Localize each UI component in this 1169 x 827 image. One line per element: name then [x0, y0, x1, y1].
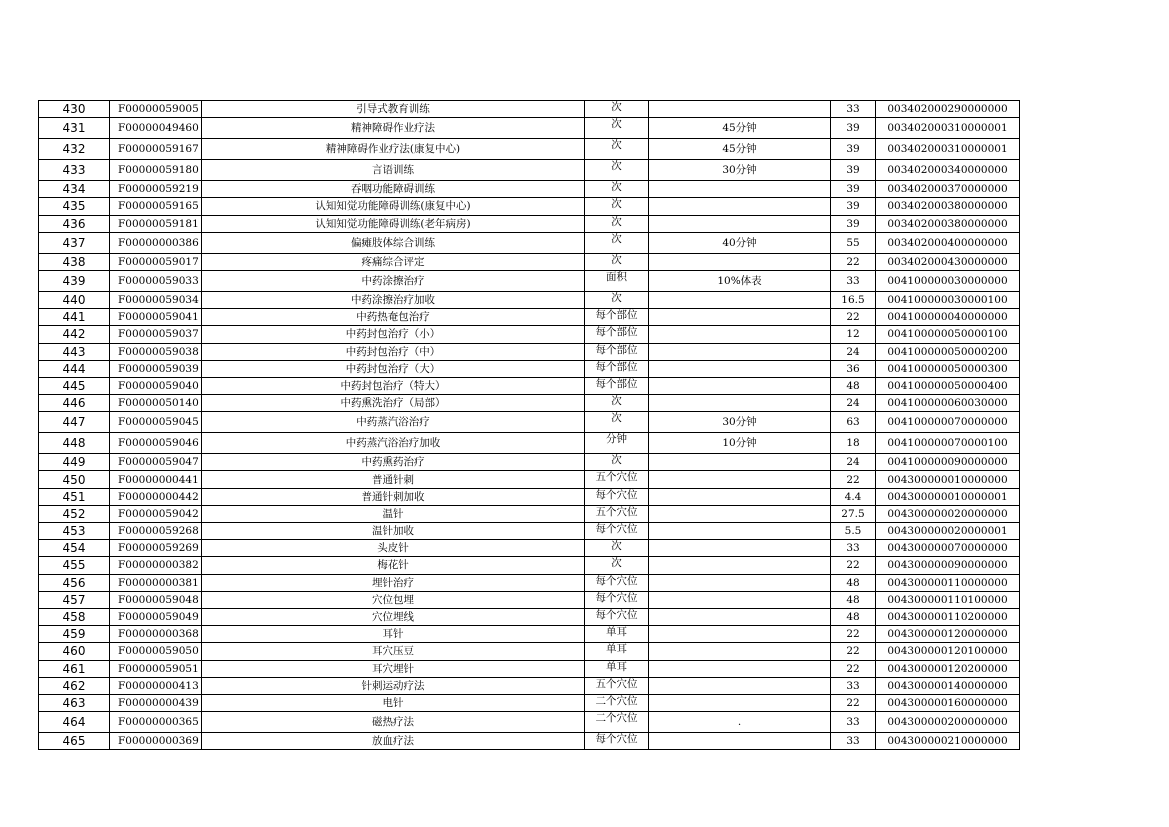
item-name-cell: 电针: [202, 694, 585, 711]
item-name-cell: 针刺运动疗法: [202, 677, 585, 694]
row-number-cell: 449: [39, 454, 110, 471]
standard-code-cell: 004300000120200000: [876, 660, 1020, 677]
standard-code-cell: 004300000210000000: [876, 733, 1020, 750]
row-number-cell: 439: [39, 270, 110, 291]
price-cell: 22: [831, 626, 876, 643]
unit-cell: 次: [585, 232, 649, 253]
table-row: [39, 677, 1020, 694]
standard-code-cell: 004100000050000200: [876, 343, 1020, 360]
row-number-cell: 444: [39, 360, 110, 377]
item-code-cell: F00000059167: [110, 139, 202, 160]
item-name-cell: 中药涂擦治疗加收: [202, 291, 585, 308]
item-code-cell: F00000059042: [110, 505, 202, 522]
standard-code-cell: 004100000030000000: [876, 270, 1020, 291]
item-code-cell: F00000059034: [110, 291, 202, 308]
price-cell: 39: [831, 139, 876, 160]
row-number-cell: 448: [39, 433, 110, 454]
price-cell: 33: [831, 270, 876, 291]
standard-code-cell: 004300000120100000: [876, 643, 1020, 660]
price-cell: 22: [831, 471, 876, 488]
unit-cell: 每个部位: [585, 377, 649, 394]
unit-cell: 面积: [585, 270, 649, 291]
unit-cell: 单耳: [585, 626, 649, 643]
item-code-cell: F00000059268: [110, 523, 202, 540]
note-cell: .: [649, 712, 831, 733]
standard-code-cell: 003402000310000001: [876, 118, 1020, 139]
unit-cell: 次: [585, 215, 649, 232]
unit-cell: 次: [585, 181, 649, 198]
note-cell: 45分钟: [649, 118, 831, 139]
note-cell: [649, 523, 831, 540]
standard-code-cell: 003402000340000000: [876, 160, 1020, 181]
item-name-cell: 耳穴埋针: [202, 660, 585, 677]
note-cell: 10分钟: [649, 433, 831, 454]
table-row: [39, 608, 1020, 625]
note-cell: [649, 471, 831, 488]
price-cell: 39: [831, 118, 876, 139]
item-code-cell: F00000000442: [110, 488, 202, 505]
item-code-cell: F00000000368: [110, 626, 202, 643]
unit-cell: 每个穴位: [585, 591, 649, 608]
unit-cell: 五个穴位: [585, 677, 649, 694]
item-code-cell: F00000049460: [110, 118, 202, 139]
item-code-cell: F00000059219: [110, 181, 202, 198]
row-number-cell: 464: [39, 712, 110, 733]
unit-cell: 每个穴位: [585, 608, 649, 625]
price-cell: 24: [831, 454, 876, 471]
note-cell: [649, 377, 831, 394]
price-table: [38, 100, 1020, 750]
price-cell: 36: [831, 360, 876, 377]
row-number-cell: 432: [39, 139, 110, 160]
note-cell: [649, 574, 831, 591]
price-cell: 22: [831, 309, 876, 326]
item-name-cell: 中药蒸汽浴治疗加收: [202, 433, 585, 454]
item-code-cell: F00000059038: [110, 343, 202, 360]
item-name-cell: 耳针: [202, 626, 585, 643]
row-number-cell: 447: [39, 412, 110, 433]
item-name-cell: 穴位埋线: [202, 608, 585, 625]
row-number-cell: 450: [39, 471, 110, 488]
row-number-cell: 431: [39, 118, 110, 139]
item-name-cell: 磁热疗法: [202, 712, 585, 733]
row-number-cell: 443: [39, 343, 110, 360]
row-number-cell: 434: [39, 181, 110, 198]
table-row: [39, 433, 1020, 454]
note-cell: [649, 291, 831, 308]
standard-code-cell: 003402000380000000: [876, 198, 1020, 215]
note-cell: 45分钟: [649, 139, 831, 160]
table-body: [39, 101, 1020, 750]
standard-code-cell: 003402000290000000: [876, 101, 1020, 118]
table-row: [39, 660, 1020, 677]
row-number-cell: 459: [39, 626, 110, 643]
row-number-cell: 451: [39, 488, 110, 505]
item-code-cell: F00000059005: [110, 101, 202, 118]
table-row: [39, 160, 1020, 181]
item-code-cell: F00000059041: [110, 309, 202, 326]
table-row: [39, 412, 1020, 433]
item-name-cell: 普通针刺: [202, 471, 585, 488]
item-code-cell: F00000000386: [110, 232, 202, 253]
table-row: [39, 523, 1020, 540]
item-name-cell: 中药热奄包治疗: [202, 309, 585, 326]
table-row: [39, 198, 1020, 215]
table-row: [39, 377, 1020, 394]
row-number-cell: 461: [39, 660, 110, 677]
item-name-cell: 认知知觉功能障碍训练(老年病房): [202, 215, 585, 232]
row-number-cell: 462: [39, 677, 110, 694]
item-code-cell: F00000059165: [110, 198, 202, 215]
unit-cell: 次: [585, 540, 649, 557]
row-number-cell: 435: [39, 198, 110, 215]
price-cell: 48: [831, 574, 876, 591]
table-row: [39, 712, 1020, 733]
unit-cell: 次: [585, 101, 649, 118]
price-cell: 22: [831, 643, 876, 660]
item-name-cell: 中药封包治疗（特大）: [202, 377, 585, 394]
item-code-cell: F00000059037: [110, 326, 202, 343]
price-cell: 39: [831, 198, 876, 215]
row-number-cell: 457: [39, 591, 110, 608]
item-name-cell: 温针加收: [202, 523, 585, 540]
standard-code-cell: 004300000140000000: [876, 677, 1020, 694]
unit-cell: 五个穴位: [585, 471, 649, 488]
unit-cell: 每个部位: [585, 326, 649, 343]
table-row: [39, 360, 1020, 377]
standard-code-cell: 004100000090000000: [876, 454, 1020, 471]
price-cell: 63: [831, 412, 876, 433]
item-code-cell: F00000059051: [110, 660, 202, 677]
note-cell: [649, 101, 831, 118]
price-cell: 39: [831, 181, 876, 198]
note-cell: [649, 488, 831, 505]
item-code-cell: F00000059040: [110, 377, 202, 394]
item-code-cell: F00000059050: [110, 643, 202, 660]
unit-cell: 二个穴位: [585, 694, 649, 711]
item-name-cell: 中药熏洗治疗（局部）: [202, 395, 585, 412]
note-cell: 30分钟: [649, 412, 831, 433]
price-cell: 22: [831, 253, 876, 270]
price-cell: 33: [831, 540, 876, 557]
standard-code-cell: 004100000070000000: [876, 412, 1020, 433]
table-row: [39, 591, 1020, 608]
note-cell: [649, 660, 831, 677]
row-number-cell: 460: [39, 643, 110, 660]
note-cell: [649, 505, 831, 522]
price-cell: 4.4: [831, 488, 876, 505]
standard-code-cell: 004300000200000000: [876, 712, 1020, 733]
note-cell: [649, 395, 831, 412]
price-cell: 12: [831, 326, 876, 343]
table-row: [39, 574, 1020, 591]
price-cell: 24: [831, 343, 876, 360]
note-cell: [649, 677, 831, 694]
row-number-cell: 454: [39, 540, 110, 557]
unit-cell: 每个部位: [585, 309, 649, 326]
standard-code-cell: 004100000040000000: [876, 309, 1020, 326]
note-cell: [649, 309, 831, 326]
price-cell: 33: [831, 101, 876, 118]
row-number-cell: 436: [39, 215, 110, 232]
table-row: [39, 505, 1020, 522]
table-row: [39, 626, 1020, 643]
table-row: [39, 139, 1020, 160]
note-cell: [649, 694, 831, 711]
item-code-cell: F00000059049: [110, 608, 202, 625]
item-code-cell: F00000000382: [110, 557, 202, 574]
item-code-cell: F00000059045: [110, 412, 202, 433]
table-row: [39, 471, 1020, 488]
standard-code-cell: 004300000120000000: [876, 626, 1020, 643]
item-name-cell: 精神障碍作业疗法(康复中心): [202, 139, 585, 160]
table-row: [39, 253, 1020, 270]
item-code-cell: F00000000441: [110, 471, 202, 488]
unit-cell: 次: [585, 253, 649, 270]
table-row: [39, 270, 1020, 291]
price-cell: 39: [831, 160, 876, 181]
standard-code-cell: 004100000050000300: [876, 360, 1020, 377]
item-code-cell: F00000000439: [110, 694, 202, 711]
item-name-cell: 中药蒸汽浴治疗: [202, 412, 585, 433]
note-cell: [649, 557, 831, 574]
item-name-cell: 梅花针: [202, 557, 585, 574]
row-number-cell: 445: [39, 377, 110, 394]
row-number-cell: 430: [39, 101, 110, 118]
unit-cell: 次: [585, 291, 649, 308]
table-row: [39, 291, 1020, 308]
table-row: [39, 454, 1020, 471]
unit-cell: 每个穴位: [585, 733, 649, 750]
row-number-cell: 437: [39, 232, 110, 253]
standard-code-cell: 004100000070000100: [876, 433, 1020, 454]
row-number-cell: 438: [39, 253, 110, 270]
standard-code-cell: 004300000110000000: [876, 574, 1020, 591]
price-cell: 55: [831, 232, 876, 253]
note-cell: [649, 608, 831, 625]
unit-cell: 每个穴位: [585, 523, 649, 540]
note-cell: [649, 253, 831, 270]
table-row: [39, 694, 1020, 711]
item-code-cell: F00000059046: [110, 433, 202, 454]
item-code-cell: F00000059180: [110, 160, 202, 181]
standard-code-cell: 004300000020000001: [876, 523, 1020, 540]
standard-code-cell: 004300000010000000: [876, 471, 1020, 488]
note-cell: 40分钟: [649, 232, 831, 253]
item-name-cell: 普通针刺加收: [202, 488, 585, 505]
item-name-cell: 认知知觉功能障碍训练(康复中心): [202, 198, 585, 215]
unit-cell: 次: [585, 395, 649, 412]
row-number-cell: 442: [39, 326, 110, 343]
item-name-cell: 穴位包埋: [202, 591, 585, 608]
item-name-cell: 偏瘫肢体综合训练: [202, 232, 585, 253]
table-row: [39, 488, 1020, 505]
row-number-cell: 455: [39, 557, 110, 574]
item-name-cell: 引导式教育训练: [202, 101, 585, 118]
table-row: [39, 215, 1020, 232]
table-row: [39, 733, 1020, 750]
standard-code-cell: 004300000020000000: [876, 505, 1020, 522]
unit-cell: 单耳: [585, 660, 649, 677]
price-cell: 22: [831, 557, 876, 574]
row-number-cell: 452: [39, 505, 110, 522]
price-cell: 48: [831, 377, 876, 394]
note-cell: [649, 733, 831, 750]
item-name-cell: 耳穴压豆: [202, 643, 585, 660]
price-cell: 5.5: [831, 523, 876, 540]
price-cell: 16.5: [831, 291, 876, 308]
item-code-cell: F00000059269: [110, 540, 202, 557]
standard-code-cell: 003402000310000001: [876, 139, 1020, 160]
standard-code-cell: 003402000370000000: [876, 181, 1020, 198]
price-cell: 48: [831, 591, 876, 608]
price-cell: 27.5: [831, 505, 876, 522]
item-name-cell: 埋针治疗: [202, 574, 585, 591]
item-name-cell: 放血疗法: [202, 733, 585, 750]
price-cell: 33: [831, 733, 876, 750]
price-cell: 33: [831, 677, 876, 694]
standard-code-cell: 004300000010000001: [876, 488, 1020, 505]
item-code-cell: F00000059181: [110, 215, 202, 232]
item-name-cell: 精神障碍作业疗法: [202, 118, 585, 139]
standard-code-cell: 004300000070000000: [876, 540, 1020, 557]
row-number-cell: 458: [39, 608, 110, 625]
unit-cell: 次: [585, 198, 649, 215]
table-row: [39, 326, 1020, 343]
standard-code-cell: 003402000380000000: [876, 215, 1020, 232]
item-name-cell: 疼痛综合评定: [202, 253, 585, 270]
standard-code-cell: 004100000050000400: [876, 377, 1020, 394]
note-cell: [649, 626, 831, 643]
note-cell: [649, 198, 831, 215]
row-number-cell: 456: [39, 574, 110, 591]
note-cell: [649, 343, 831, 360]
item-code-cell: F00000050140: [110, 395, 202, 412]
standard-code-cell: 004300000110200000: [876, 608, 1020, 625]
table-row: [39, 101, 1020, 118]
standard-code-cell: 004100000060030000: [876, 395, 1020, 412]
item-code-cell: F00000059039: [110, 360, 202, 377]
row-number-cell: 453: [39, 523, 110, 540]
item-code-cell: F00000059033: [110, 270, 202, 291]
price-cell: 39: [831, 215, 876, 232]
unit-cell: 次: [585, 139, 649, 160]
price-cell: 33: [831, 712, 876, 733]
item-code-cell: F00000000369: [110, 733, 202, 750]
note-cell: 10%体表: [649, 270, 831, 291]
unit-cell: 次: [585, 412, 649, 433]
note-cell: [649, 540, 831, 557]
item-name-cell: 中药封包治疗（大）: [202, 360, 585, 377]
note-cell: [649, 454, 831, 471]
table-row: [39, 643, 1020, 660]
unit-cell: 分钟: [585, 433, 649, 454]
note-cell: [649, 591, 831, 608]
item-name-cell: 言语训练: [202, 160, 585, 181]
row-number-cell: 433: [39, 160, 110, 181]
unit-cell: 五个穴位: [585, 505, 649, 522]
note-cell: [649, 360, 831, 377]
price-cell: 22: [831, 660, 876, 677]
item-name-cell: 温针: [202, 505, 585, 522]
price-cell: 48: [831, 608, 876, 625]
price-cell: 24: [831, 395, 876, 412]
item-name-cell: 中药封包治疗（小）: [202, 326, 585, 343]
table-row: [39, 540, 1020, 557]
row-number-cell: 441: [39, 309, 110, 326]
standard-code-cell: 003402000430000000: [876, 253, 1020, 270]
note-cell: [649, 643, 831, 660]
unit-cell: 每个部位: [585, 343, 649, 360]
standard-code-cell: 004300000110100000: [876, 591, 1020, 608]
standard-code-cell: 004100000050000100: [876, 326, 1020, 343]
item-code-cell: F00000000413: [110, 677, 202, 694]
table-row: [39, 557, 1020, 574]
item-name-cell: 中药涂擦治疗: [202, 270, 585, 291]
table-row: [39, 395, 1020, 412]
row-number-cell: 446: [39, 395, 110, 412]
price-cell: 22: [831, 694, 876, 711]
note-cell: [649, 326, 831, 343]
price-cell: 18: [831, 433, 876, 454]
note-cell: [649, 215, 831, 232]
table-row: [39, 309, 1020, 326]
row-number-cell: 465: [39, 733, 110, 750]
unit-cell: 二个穴位: [585, 712, 649, 733]
item-code-cell: F00000000365: [110, 712, 202, 733]
standard-code-cell: 004300000160000000: [876, 694, 1020, 711]
unit-cell: 次: [585, 118, 649, 139]
item-code-cell: F00000059017: [110, 253, 202, 270]
unit-cell: 每个部位: [585, 360, 649, 377]
note-cell: [649, 181, 831, 198]
table-row: [39, 343, 1020, 360]
unit-cell: 每个穴位: [585, 488, 649, 505]
item-code-cell: F00000059048: [110, 591, 202, 608]
item-name-cell: 中药熏药治疗: [202, 454, 585, 471]
note-cell: 30分钟: [649, 160, 831, 181]
standard-code-cell: 004300000090000000: [876, 557, 1020, 574]
row-number-cell: 463: [39, 694, 110, 711]
unit-cell: 次: [585, 160, 649, 181]
unit-cell: 次: [585, 454, 649, 471]
item-code-cell: F00000000381: [110, 574, 202, 591]
table-row: [39, 181, 1020, 198]
unit-cell: 单耳: [585, 643, 649, 660]
standard-code-cell: 004100000030000100: [876, 291, 1020, 308]
item-name-cell: 吞咽功能障碍训练: [202, 181, 585, 198]
row-number-cell: 440: [39, 291, 110, 308]
item-name-cell: 中药封包治疗（中）: [202, 343, 585, 360]
table-row: [39, 232, 1020, 253]
unit-cell: 次: [585, 557, 649, 574]
item-code-cell: F00000059047: [110, 454, 202, 471]
standard-code-cell: 003402000400000000: [876, 232, 1020, 253]
table-row: [39, 118, 1020, 139]
unit-cell: 每个穴位: [585, 574, 649, 591]
item-name-cell: 头皮针: [202, 540, 585, 557]
